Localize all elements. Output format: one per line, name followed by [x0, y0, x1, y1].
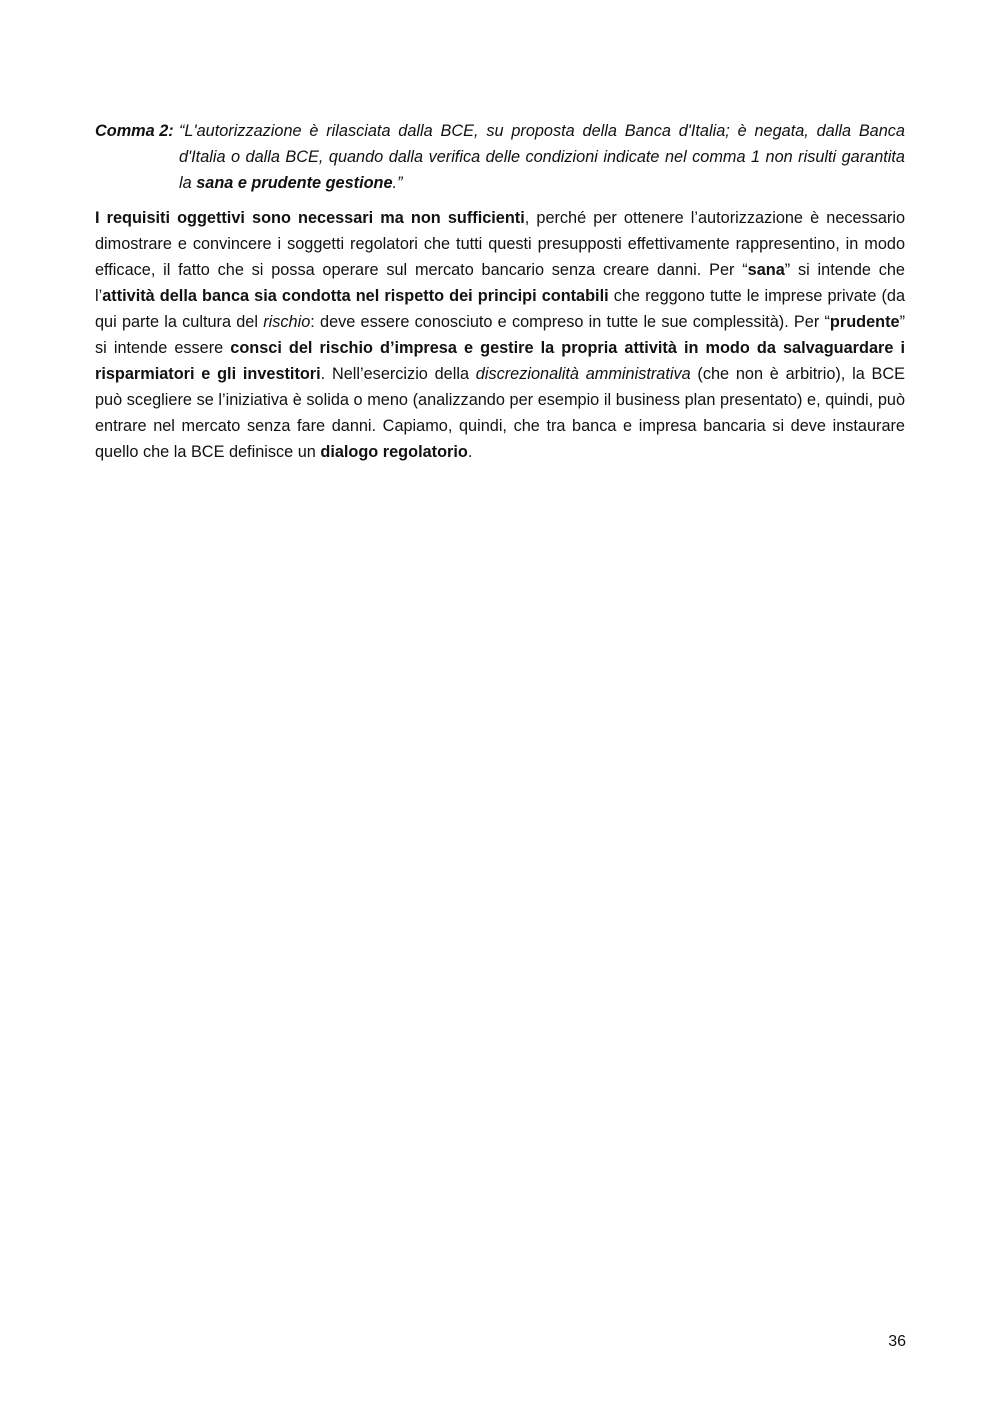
- para-bold-dialogo: dialogo regolatorio: [320, 443, 468, 461]
- para-bold-consci: consci del rischio d’impresa e gestire la propria attività in modo da salvaguardare i risparmiatori e gli investitori: [95, 339, 905, 383]
- para-text-6: . Nell’esercizio della: [320, 365, 476, 383]
- para-bold-requisiti: I requisiti oggettivi sono necessari ma non sufficienti: [95, 209, 525, 227]
- comma-quote-block: [95, 118, 905, 196]
- para-text-8: .: [467, 443, 473, 461]
- comma-label-colon: :: [168, 122, 174, 140]
- comma-quote-text: [179, 118, 905, 196]
- para-italic-rischio: rischio: [263, 313, 311, 331]
- para-italic-discrezionalita: discrezionalità amministrativa: [475, 365, 691, 383]
- para-text-2: ” si intende che l’: [95, 261, 905, 305]
- para-text-5: ” si intende essere: [95, 313, 905, 357]
- para-text-4: : deve essere conosciuto e compreso in tutte le sue complessità). Per “: [310, 313, 830, 331]
- para-bold-sana: sana: [747, 261, 785, 279]
- comma-label: [95, 118, 174, 144]
- comma-quote-close: .”: [392, 174, 403, 192]
- para-text-3: che reggono tutte le imprese private (da qui parte la cultura del: [95, 287, 906, 331]
- comma-quote-bold: sana e prudente gestione: [196, 174, 393, 192]
- para-bold-attivita: attività della banca sia condotta nel rispetto dei principi contabili: [102, 287, 609, 305]
- para-text-7: (che non è arbitrio), la BCE può scegliere se l’iniziativa è solida o meno (analizzando per esempio il business plan presentato) e, quindi, può entrare nel mercato senza fare danni. Capiamo, quindi, che tra banca e impresa bancaria si deve instaurare quello che la BCE definisce un: [95, 365, 905, 461]
- body-paragraph: [95, 205, 905, 465]
- page-number: 36: [888, 1333, 906, 1350]
- para-text-1: , perché per ottenere l’autorizzazione è necessario dimostrare e convincere i soggetti regolatori che tutti questi presupposti effettivamente rappresentino, in modo efficace, il fatto che si possa operare sul mercato bancario senza creare danni. Per “: [95, 209, 905, 279]
- comma-quote-open: “L'autorizzazione è rilasciata dalla BCE, su proposta della Banca d'Italia; è negata, dalla Banca d'Italia o dalla BCE, quando dalla verifica delle condizioni indicate nel comma 1 non risulti garantita la: [179, 122, 905, 192]
- para-bold-prudente: prudente: [829, 313, 900, 331]
- comma-label-text: Comma 2: [95, 122, 169, 140]
